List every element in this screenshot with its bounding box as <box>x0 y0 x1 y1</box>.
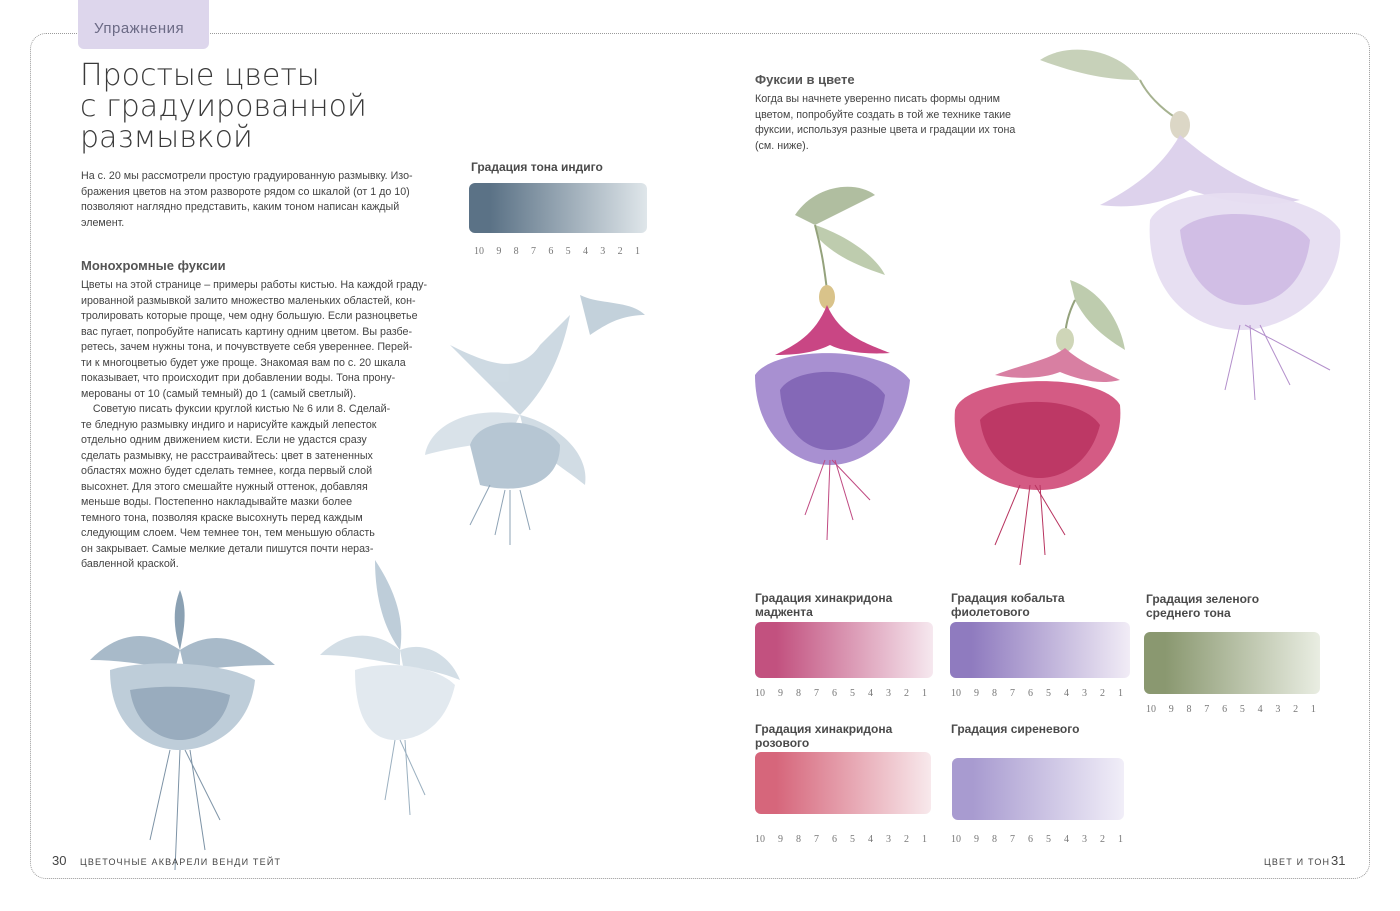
tone-scale-number: 3 <box>600 246 606 257</box>
tone-scale-number: 1 <box>1118 688 1123 699</box>
intro-line: элемент. <box>81 216 125 229</box>
gradation-swatch-magenta <box>755 622 933 678</box>
gradation-label-magenta: Градация хинакридона маджента <box>755 591 893 619</box>
tone-scale-number: 7 <box>814 688 819 699</box>
gradation-swatch-lilac <box>952 758 1124 820</box>
mono-line: следующим слоем. Чем темнее тон, тем меньшую область <box>81 527 375 539</box>
gradation-label-lilac: Градация сиреневого <box>951 722 1080 736</box>
tone-scale-number: 8 <box>992 688 997 699</box>
tone-scale-number: 5 <box>850 688 855 699</box>
mono-line: высохнет. Для этого смешайте нужный оттенок, добавляя <box>81 480 368 493</box>
mono-line: меньше воды. Постепенно накладывайте мазки более <box>81 496 353 508</box>
color-line: фуксии, используя разные цвета и градации их тона <box>755 124 1016 136</box>
tone-scale-number: 2 <box>1293 704 1299 715</box>
mono-line: темного тона, позволяя краске высохнуть перед каждым <box>81 511 363 524</box>
indigo-fuchsia-illustration <box>410 285 650 555</box>
tone-scale-number: 1 <box>634 246 640 257</box>
gradation-label-indigo: Градация тона индиго <box>471 160 603 174</box>
tone-scale-number: 2 <box>1100 688 1105 699</box>
mono-line: Советую писать фуксии круглой кистью № 6 или 8. Сделай- <box>81 403 391 415</box>
tone-scale-number: 9 <box>1168 704 1174 715</box>
page-number-left: 30 <box>52 853 67 868</box>
tone-scale-number: 7 <box>814 834 819 845</box>
tone-scale-number: 6 <box>832 688 837 699</box>
mono-line: сделать размывку, не расстраивайтесь: цвет в затененных <box>81 449 373 462</box>
tone-scale-number: 4 <box>1257 704 1263 715</box>
intro-line: На с. 20 мы рассмотрели простую градуированную размывку. Изо- <box>81 170 413 182</box>
page-title <box>80 60 367 153</box>
tone-scale-number: 2 <box>1100 834 1105 845</box>
tone-scale <box>755 834 927 845</box>
mono-paragraph <box>81 278 427 573</box>
mono-line: ти к многоцветью будет уже проще. Знакомая вам по с. 20 шкала <box>81 356 406 369</box>
tone-scale <box>474 246 640 257</box>
mono-line: показывает, что происходит при добавлении воды. Тона прону- <box>81 372 396 384</box>
tone-scale-number: 8 <box>796 688 801 699</box>
page-number-right: 31 <box>1331 853 1346 868</box>
tone-scale-number: 2 <box>617 246 623 257</box>
tone-scale-number: 5 <box>1239 704 1245 715</box>
running-title-left: ЦВЕТОЧНЫЕ АКВАРЕЛИ ВЕНДИ ТЕЙТ <box>80 857 282 867</box>
tone-scale-number: 7 <box>1010 688 1015 699</box>
tone-scale-number: 5 <box>850 834 855 845</box>
tone-scale-number: 8 <box>796 834 801 845</box>
tone-scale <box>755 688 927 699</box>
gradation-swatch-rose <box>755 752 931 814</box>
mono-line: областях можно будет сделать темнее, когда первый слой <box>81 465 373 477</box>
tone-scale-number: 10 <box>755 688 765 699</box>
mono-line: те бледную размывку индиго и нарисуйте каждый лепесток <box>81 418 377 431</box>
tone-scale-number: 3 <box>1082 834 1087 845</box>
mono-line: ретесь, зачем нужны тона, и почувствуете себя увереннее. Перей- <box>81 341 413 353</box>
indigo-fuchsia-illustration <box>80 590 280 880</box>
tone-scale <box>1146 704 1316 715</box>
tone-scale-number: 2 <box>904 834 909 845</box>
tone-scale-number: 8 <box>1186 704 1192 715</box>
intro-paragraph <box>81 169 413 231</box>
tone-scale-number: 7 <box>1204 704 1210 715</box>
tone-scale-number: 3 <box>886 834 891 845</box>
tone-scale-number: 1 <box>922 688 927 699</box>
tone-scale-number: 4 <box>868 688 873 699</box>
tone-scale-number: 6 <box>1028 834 1033 845</box>
tone-scale-number: 9 <box>778 688 783 699</box>
tone-scale-number: 1 <box>922 834 927 845</box>
tone-scale-number: 1 <box>1310 704 1316 715</box>
tone-scale-number: 10 <box>951 688 961 699</box>
title-line: Простые цветы <box>80 58 320 93</box>
title-line: с градуированной <box>80 89 367 124</box>
tone-scale-number: 10 <box>951 834 961 845</box>
tone-scale-number: 10 <box>755 834 765 845</box>
tone-scale-number: 4 <box>868 834 873 845</box>
gradation-label-cobalt-violet: Градация кобальта фиолетового <box>951 591 1065 619</box>
title-line: размывкой <box>80 120 253 155</box>
tone-scale-number: 6 <box>832 834 837 845</box>
indigo-fuchsia-illustration <box>315 560 465 830</box>
tone-scale-number: 1 <box>1118 834 1123 845</box>
tone-scale-number: 9 <box>974 688 979 699</box>
tone-scale-number: 9 <box>974 834 979 845</box>
mono-line: он закрывает. Самые мелкие детали пишутся почти нераз- <box>81 542 374 555</box>
tone-scale-number: 10 <box>474 246 484 257</box>
tone-scale-number: 4 <box>1064 688 1069 699</box>
tone-scale <box>951 834 1123 845</box>
tone-scale-number: 7 <box>1010 834 1015 845</box>
tone-scale-number: 10 <box>1146 704 1156 715</box>
tone-scale-number: 6 <box>1028 688 1033 699</box>
color-paragraph <box>755 92 1015 154</box>
gradation-swatch-indigo <box>469 183 647 233</box>
tone-scale-number: 2 <box>904 688 909 699</box>
tone-scale-number: 3 <box>1082 688 1087 699</box>
tone-scale-number: 5 <box>1046 834 1051 845</box>
color-line: Когда вы начнете уверенно писать формы одним <box>755 93 1000 105</box>
mono-line: бавленной краской. <box>81 558 179 570</box>
mono-line: вас пугает, попробуйте написать картину одним цветом. Вы разбе- <box>81 325 413 338</box>
tone-scale-number: 6 <box>1222 704 1228 715</box>
lilac-fuchsia-illustration <box>1040 40 1370 410</box>
gradation-swatch-cobalt-violet <box>950 622 1130 678</box>
mono-line: Цветы на этой странице – примеры работы кистью. На каждой граду- <box>81 279 428 291</box>
tone-scale-number: 3 <box>1275 704 1281 715</box>
tone-scale-number: 8 <box>992 834 997 845</box>
tone-scale-number: 5 <box>565 246 571 257</box>
tone-scale-number: 9 <box>778 834 783 845</box>
tone-scale-number: 5 <box>1046 688 1051 699</box>
color-line: цветом, попробуйте создать в той же технике такие <box>755 108 1011 121</box>
mono-line: тролировать которые проще, чем одну большую. Если разноцветье <box>81 310 418 322</box>
tone-scale-number: 7 <box>530 246 536 257</box>
section-tab-label: Упражнения <box>94 20 185 37</box>
section-tab <box>78 0 209 49</box>
tone-scale-number: 3 <box>886 688 891 699</box>
tone-scale-number: 6 <box>548 246 554 257</box>
gradation-label-rose: Градация хинакридона розового <box>755 722 893 750</box>
running-title-right: ЦВЕТ И ТОН <box>1264 857 1331 867</box>
gradation-label-green: Градация зеленого среднего тона <box>1146 592 1260 620</box>
purple-fuchsia-illustration <box>735 175 935 545</box>
mono-line: ированной размывкой залито множество маленьких областей, кон- <box>81 294 416 307</box>
gradation-swatch-green <box>1144 632 1320 694</box>
tone-scale-number: 8 <box>513 246 519 257</box>
tone-scale <box>951 688 1123 699</box>
mono-line: мерованы от 10 (самый темный) до 1 (самый светлый). <box>81 387 357 400</box>
intro-line: бражения цветов на этом развороте рядом со шкалой (от 1 до 10) <box>81 185 410 198</box>
mono-heading: Монохромные фуксии <box>81 258 226 273</box>
tone-scale-number: 4 <box>1064 834 1069 845</box>
tone-scale-number: 4 <box>582 246 588 257</box>
color-heading: Фуксии в цвете <box>755 72 855 87</box>
mono-line: отдельно одним движением кисти. Если не удастся сразу <box>81 434 367 446</box>
color-line: (см. ниже). <box>755 139 809 152</box>
tone-scale-number: 9 <box>496 246 502 257</box>
intro-line: позволяют наглядно представить, каким тоном написан каждый <box>81 201 400 213</box>
